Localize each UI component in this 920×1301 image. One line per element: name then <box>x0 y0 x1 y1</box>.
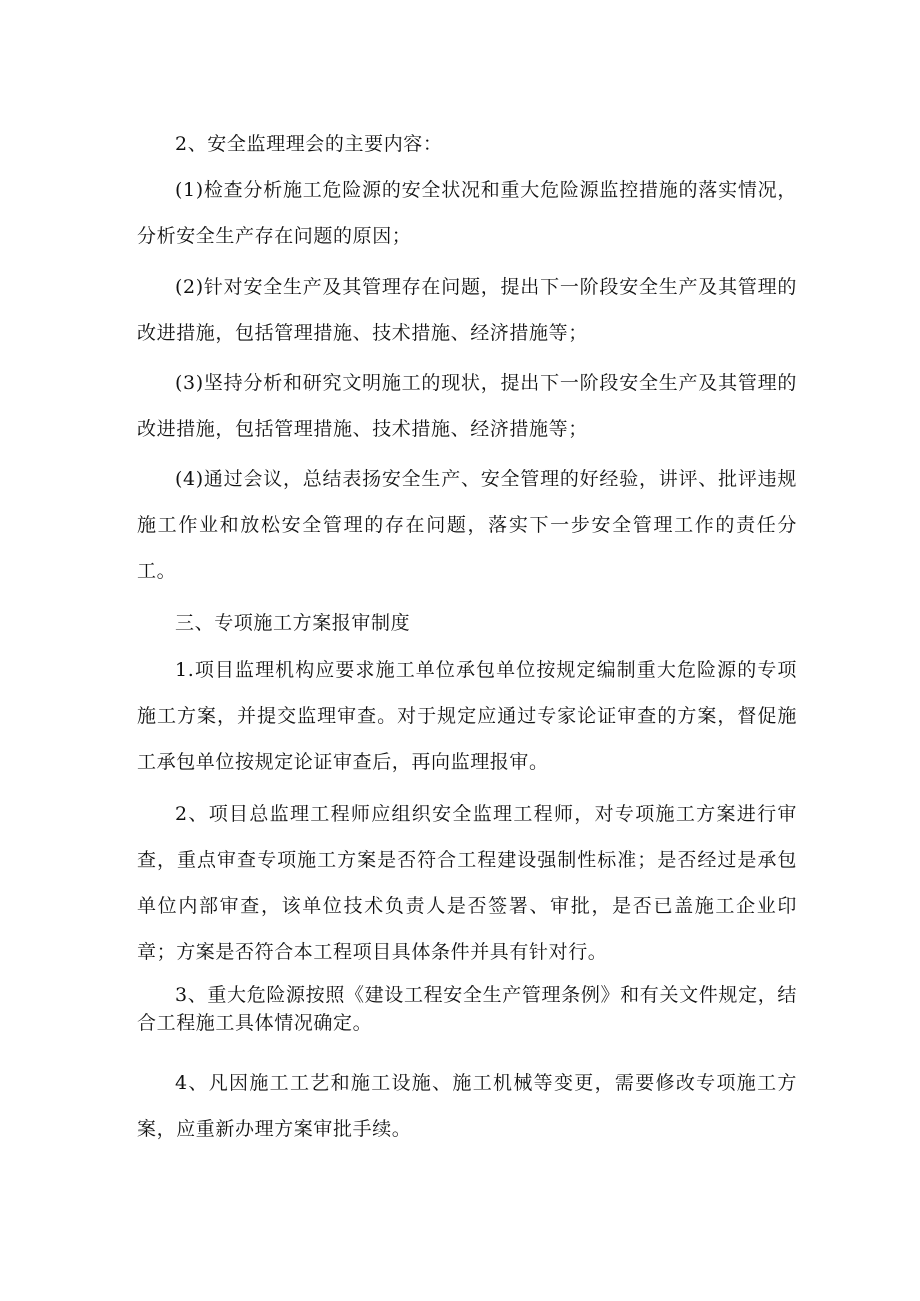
paragraph-item-3: (3)坚持分析和研究文明施工的现状，提出下一阶段安全生产及其管理的改进措施，包括管理措施、技术措施、经济措施等； <box>137 372 797 440</box>
paragraph-item-2: (2)针对安全生产及其管理存在问题，提出下一阶段安全生产及其管理的改进措施，包括管理措施、技术措施、经济措施等； <box>137 276 797 344</box>
paragraph-item-4: (4)通过会议，总结表扬安全生产、安全管理的好经验，讲评、批评违规施工作业和放松安全管理的存在问题，落实下一步安全管理工作的责任分工。 <box>137 468 797 582</box>
paragraph-rule-2: 2、项目总监理工程师应组织安全监理工程师，对专项施工方案进行审查，重点审查专项施工方案是否符合工程建设强制性标准；是否经过是承包单位内部审查，该单位技术负责人是否签署、审批，是否已盖施工企业印章；方案是否符合本工程项目具体条件并具有针对行。 <box>137 803 797 963</box>
section-heading-special-plan: 三、专项施工方案报审制度 <box>175 612 411 634</box>
paragraph-rule-4: 4、凡因施工工艺和施工设施、施工机械等变更，需要修改专项施工方案，应重新办理方案审批手续。 <box>137 1072 797 1140</box>
paragraph-meeting-content-heading: 2、安全监理理会的主要内容： <box>175 133 443 155</box>
paragraph-item-1: (1)检查分析施工危险源的安全状况和重大危险源监控措施的落实情况，分析安全生产存在问题的原因； <box>137 179 797 247</box>
paragraph-rule-1: 1.项目监理机构应要求施工单位承包单位按规定编制重大危险源的专项施工方案，并提交监理审查。对于规定应通过专家论证审查的方案，督促施工承包单位按规定论证审查后，再向监理报审。 <box>137 659 797 773</box>
paragraph-rule-3: 3、重大危险源按照《建设工程安全生产管理条例》和有关文件规定，结合工程施工具体情况确定。 <box>137 984 797 1034</box>
